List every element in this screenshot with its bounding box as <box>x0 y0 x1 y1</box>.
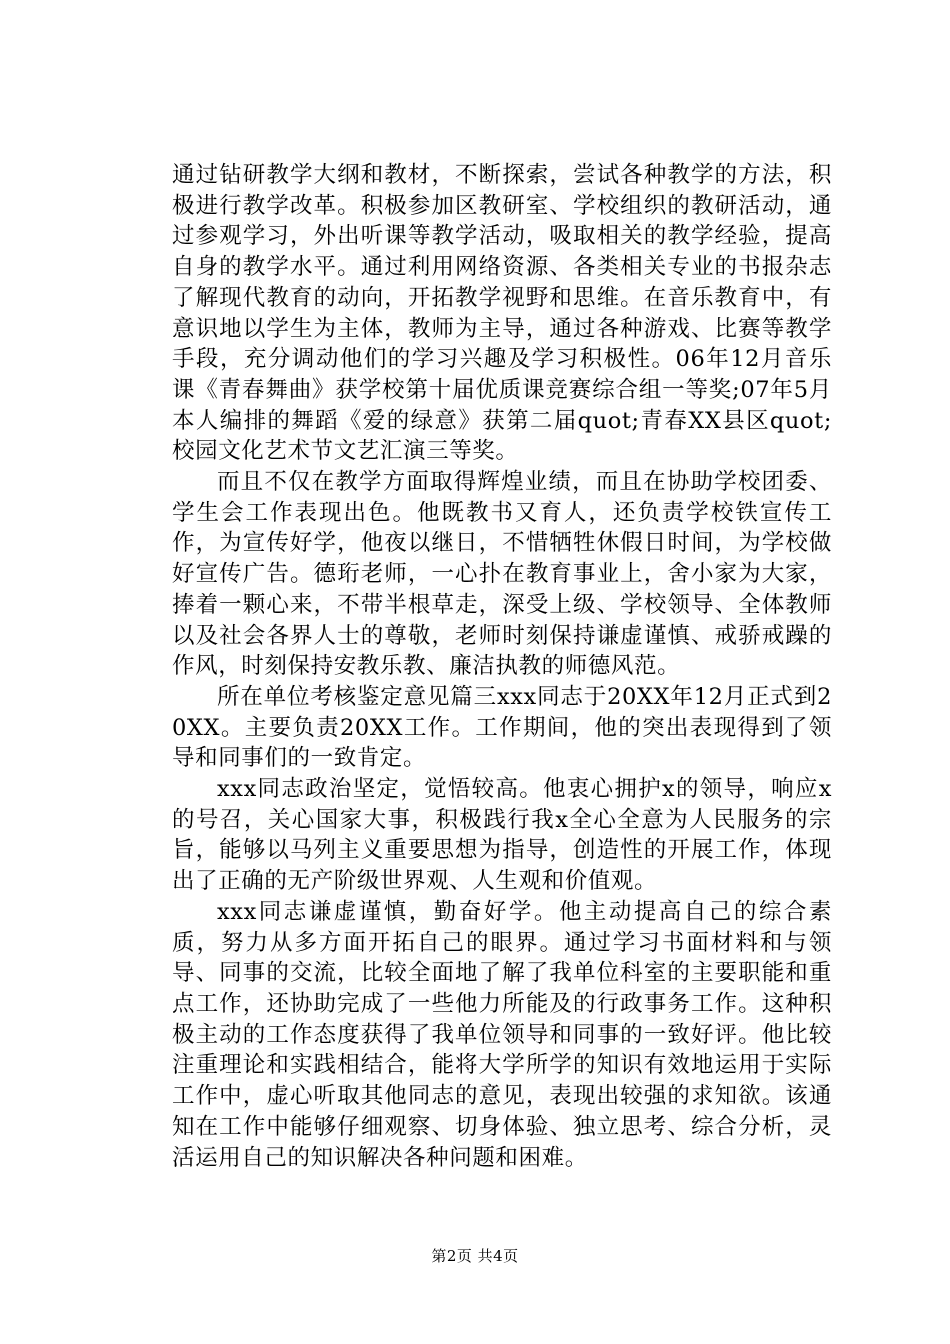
paragraph-political-stance: xxx同志政治坚定，觉悟较高。他衷心拥护x的领导，响应x的号召，关心国家大事，积极践行我x全心全意为人民服务的宗旨，能够以马列主义重要思想为指导，创造性的开展工作，体现出了正确的无产阶级世界观、人生观和价值观。 <box>172 776 832 895</box>
paragraph-teaching-reform: 通过钻研教学大纲和教材，不断探索，尝试各种教学的方法，积极进行教学改革。积极参加区教研室、学校组织的教研活动，通过参观学习，外出听课等教学活动，吸取相关的教学经验，提高自身的教学水平。通过利用网络资源、各类相关专业的书报杂志了解现代教育的动向，开拓教学视野和思维。在音乐教育中，有意识地以学生为主体，教师为主导，通过各种游戏、比赛等教学手段，充分调动他们的学习兴趣及学习积极性。06年12月音乐课《青春舞曲》获学校第十届优质课竞赛综合组一等奖;07年5月本人编排的舞蹈《爱的绿意》获第二届quot;青春XX县区quot;校园文化艺术节文艺汇演三等奖。 <box>172 162 832 465</box>
paragraph-learning-attitude: xxx同志谦虚谨慎，勤奋好学。他主动提高自己的综合素质，努力从多方面开拓自己的眼界。通过学习书面材料和与领导、同事的交流，比较全面地了解了我单位科室的主要职能和重点工作，还协助完成了一些他力所能及的行政事务工作。这种积极主动的工作态度获得了我单位领导和同事的一致好评。他比较注重理论和实践相结合，能将大学所学的知识有效地运用于实际工作中，虚心听取其他同志的意见，表现出较强的求知欲。该通知在工作中能够仔细观察、切身体验、独立思考、综合分析，灵活运用自己的知识解决各种问题和困难。 <box>172 898 832 1171</box>
paragraph-publicity-work: 而且不仅在教学方面取得辉煌业绩，而且在协助学校团委、学生会工作表现出色。他既教书又育人，还负责学校铁宣传工作，为宣传好学，他夜以继日，不惜牺牲休假日时间，为学校做好宣传广告。德珩老师，一心扑在教育事业上，舍小家为大家，捧着一颗心来，不带半根草走，深受上级、学校领导、全体教师以及社会各界人士的尊敬，老师时刻保持谦虚谨慎、戒骄戒躁的作风，时刻保持安教乐教、廉洁执教的师德风范。 <box>172 469 832 680</box>
document-body <box>172 160 832 1173</box>
page-number-footer: 第2页 共4页 <box>431 1247 519 1265</box>
paragraph-appraisal-intro: 所在单位考核鉴定意见篇三xxx同志于20XX年12月正式到20XX。主要负责20XX工作。工作期间，他的突出表现得到了领导和同事们的一致肯定。 <box>172 683 832 772</box>
